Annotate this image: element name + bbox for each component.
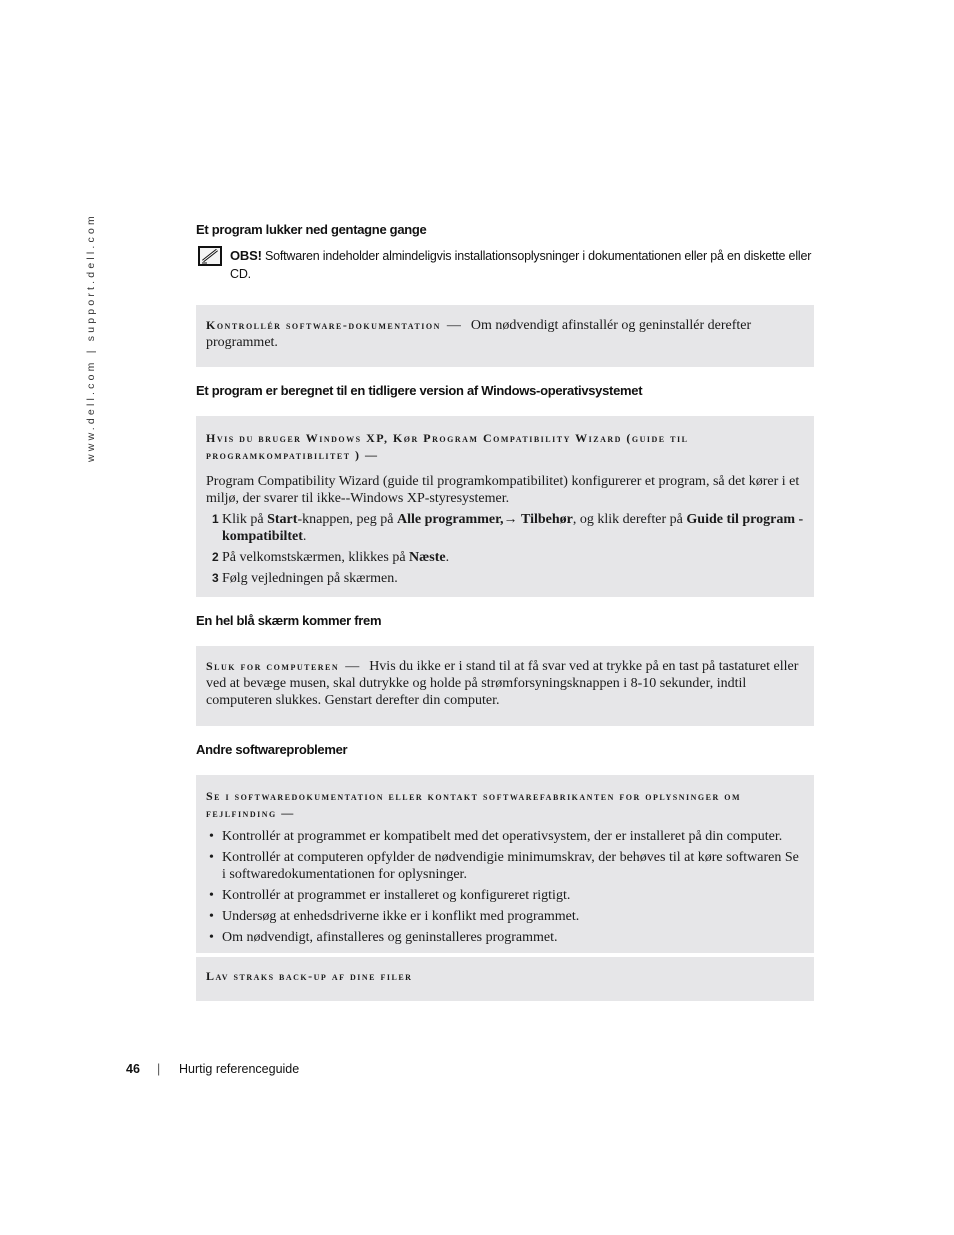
step-text: På velkomstskærmen, klikkes på xyxy=(222,550,410,565)
step-item xyxy=(206,511,804,545)
step-text: Start xyxy=(267,512,298,527)
note-body: Softwaren indeholder almindeligvis installationsoplysninger i dokumentationen eller på en diskette eller CD. xyxy=(230,249,812,281)
heading-program-closes: Et program lukker ned gentagne gange xyxy=(196,222,427,237)
step-text: , og klik derefter på xyxy=(572,512,687,527)
step-item xyxy=(206,549,804,566)
steps-list xyxy=(206,511,804,587)
bullet-item: • Kontrollér at computeren opfylder de nødvendigie minimumskrav, der behøves til at køre softwaren Se i softwaredokumentationen for oplysninger. xyxy=(206,849,804,883)
box-title: Se i softwaredokumentation eller kontakt softwarefabrikanten for oplysninger om fejlfinding — xyxy=(206,789,742,820)
step-text: Guide til program - kompatibiltet xyxy=(222,512,804,544)
box-compatibility-wizard xyxy=(196,416,814,597)
box-title: Kontrollér software-dokumentation xyxy=(206,318,441,332)
box-text: Hvis du ikke er i stand til at få svar ved at trykke på en tast på tastaturet eller ved at bevæge musen, skal dutrykke og holde på strømforsyningsknappen i 8-10 sekunder, indtil computeren slukkes. Genstart derefter din computer. xyxy=(206,659,799,708)
step-number: 2 xyxy=(212,550,219,564)
footer-separator: | xyxy=(157,1062,161,1076)
side-url: www.dell.com | support.dell.com xyxy=(85,213,97,462)
box-title: Lav straks back-up af dine filer xyxy=(206,969,413,983)
box-text: Om nødvendigt afinstallér og geninstallér derefter programmet. xyxy=(206,318,752,350)
box-turn-off xyxy=(196,646,814,726)
box-check-documentation xyxy=(196,305,814,367)
step-text: Tilbehør xyxy=(521,512,573,527)
note-text xyxy=(230,247,820,283)
step-item xyxy=(206,570,804,587)
em-dash: — xyxy=(446,318,461,333)
step-text: . xyxy=(302,529,307,544)
bullet-list xyxy=(206,828,804,946)
box-software-documentation xyxy=(196,775,814,953)
box-intro: Program Compatibility Wizard (guide til programkompatibilitet) konfigurerer et program, så det kører i et miljø, der svarer til ikke--Windows XP-styresystemer. xyxy=(206,474,800,506)
page-number: 46 xyxy=(126,1062,140,1076)
bullet-item: • Kontrollér at programmet er kompatibelt med det operativsystem, der er installeret på din computer. xyxy=(206,828,804,845)
step-number: 3 xyxy=(212,571,219,585)
step-text: Næste xyxy=(409,550,446,565)
bullet-item: • Om nødvendigt, afinstalleres og geninstalleres programmet. xyxy=(206,929,804,946)
note-pencil-icon xyxy=(198,246,222,266)
step-text: Klik på xyxy=(222,512,268,527)
heading-blue-screen: En hel blå skærm kommer frem xyxy=(196,613,382,628)
box-backup xyxy=(196,957,814,1001)
step-text: Følg vejledningen på skærmen. xyxy=(222,571,398,586)
box-title: Sluk for computeren xyxy=(206,659,340,673)
footer-title: Hurtig referenceguide xyxy=(179,1062,300,1076)
em-dash: — xyxy=(345,659,360,674)
bullet-item: • Kontrollér at programmet er installeret og konfigureret rigtigt. xyxy=(206,887,804,904)
step-text: → xyxy=(503,512,521,527)
heading-older-windows: Et program er beregnet til en tidligere version af Windows-operativsystemet xyxy=(196,383,643,398)
heading-other-software: Andre softwareproblemer xyxy=(196,742,348,757)
note-label: OBS! xyxy=(230,248,262,263)
box-title: Hvis du bruger Windows XP, Kør Program Compatibility Wizard (guide til programkompatibilitet ) — xyxy=(206,431,689,462)
step-number: 1 xyxy=(212,512,219,526)
step-text: . xyxy=(445,550,450,565)
step-text: Alle programmer, xyxy=(396,512,504,527)
bullet-item: • Undersøg at enhedsdriverne ikke er i konflikt med programmet. xyxy=(206,908,804,925)
step-text: -knappen, peg på xyxy=(297,512,397,527)
